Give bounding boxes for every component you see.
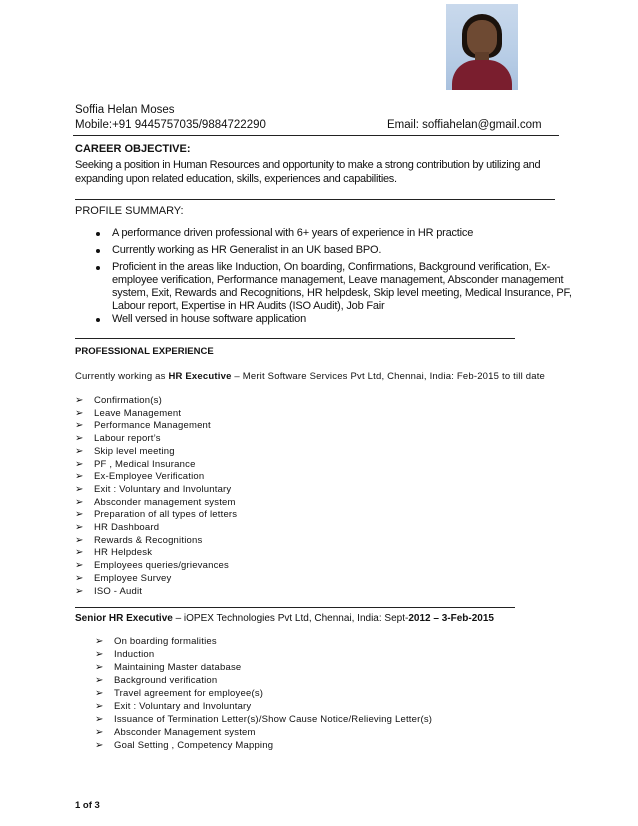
previous-job-dash: – bbox=[430, 613, 442, 624]
current-duty-item: Confirmation(s) bbox=[94, 395, 162, 406]
current-duty-item: Employees queries/grievances bbox=[94, 560, 229, 572]
email-address: Email: soffiahelan@gmail.com bbox=[387, 119, 542, 131]
previous-job-role: Senior HR Executive bbox=[75, 613, 173, 624]
current-duty-item: Leave Management bbox=[94, 407, 182, 419]
current-duty-item: Preparation of all types of letters bbox=[94, 509, 238, 521]
current-duty-item: Ex-Employee Verification bbox=[94, 471, 205, 483]
arrow-bullet-icon: ➢ bbox=[75, 420, 84, 432]
arrow-bullet-icon: ➢ bbox=[75, 496, 84, 508]
arrow-bullet-icon: ➢ bbox=[75, 572, 84, 584]
arrow-bullet-icon: ➢ bbox=[95, 649, 104, 660]
page-number: 1 of 3 bbox=[75, 800, 100, 811]
arrow-bullet-icon: ➢ bbox=[75, 407, 84, 419]
summary-bullet-line: Currently working as HR Generalist in an UK based BPO. bbox=[112, 244, 382, 256]
previous-job-line bbox=[75, 612, 494, 625]
summary-divider bbox=[75, 338, 515, 339]
current-duty-item: Exit : Voluntary and Involuntary bbox=[94, 483, 232, 495]
arrow-bullet-icon: ➢ bbox=[75, 522, 84, 533]
summary-bullet-line: Proficient in the areas like Induction, On boarding, Confirmations, Background verification, Ex- bbox=[112, 261, 551, 273]
previous-duty-item: Background verification bbox=[114, 675, 218, 686]
arrow-bullet-icon: ➢ bbox=[75, 445, 84, 457]
bullet-dot-icon bbox=[96, 232, 100, 236]
summary-bullet-line: A performance driven professional with 6+ years of experience in HR practice bbox=[112, 227, 474, 239]
current-duty-item: PF , Medical Insurance bbox=[94, 458, 196, 470]
previous-duty-item: On boarding formalities bbox=[114, 636, 217, 647]
arrow-bullet-icon: ➢ bbox=[75, 585, 84, 597]
arrow-bullet-icon: ➢ bbox=[95, 701, 104, 712]
bullet-dot-icon bbox=[96, 318, 100, 322]
current-duty-item: Employee Survey bbox=[94, 572, 172, 584]
current-duty-item: Performance Management bbox=[94, 420, 211, 432]
current-duty-item: ISO - Audit bbox=[94, 585, 143, 597]
current-duty-item: Absconder management system bbox=[94, 496, 236, 508]
arrow-bullet-icon: ➢ bbox=[75, 471, 84, 483]
arrow-bullet-icon: ➢ bbox=[95, 714, 104, 725]
summary-bullet-line: system, Exit, Rewards and Recognitions, HR helpdesk, Skip level meeting, Medical Insurance, PF, bbox=[112, 287, 572, 299]
summary-heading: PROFILE SUMMARY: bbox=[75, 205, 184, 217]
arrow-bullet-icon: ➢ bbox=[95, 740, 104, 751]
arrow-bullet-icon: ➢ bbox=[75, 560, 84, 572]
arrow-bullet-icon: ➢ bbox=[75, 458, 84, 470]
previous-duty-item: Induction bbox=[114, 649, 155, 660]
current-job-role: HR Executive bbox=[168, 371, 232, 382]
profile-photo bbox=[446, 4, 518, 90]
previous-duty-item: Goal Setting , Competency Mapping bbox=[114, 740, 274, 751]
header-divider bbox=[73, 135, 559, 136]
previous-duty-item: Issuance of Termination Letter(s)/Show Cause Notice/Relieving Letter(s) bbox=[114, 714, 433, 725]
previous-duty-item: Maintaining Master database bbox=[114, 662, 242, 673]
previous-duty-item: Absconder Management system bbox=[114, 727, 256, 738]
arrow-bullet-icon: ➢ bbox=[95, 727, 104, 738]
arrow-bullet-icon: ➢ bbox=[75, 534, 84, 546]
summary-bullet-line: Well versed in house software application bbox=[112, 313, 306, 325]
current-duty-item: Labour report’s bbox=[94, 433, 161, 445]
current-duty-item: HR Dashboard bbox=[94, 522, 160, 533]
arrow-bullet-icon: ➢ bbox=[75, 509, 84, 521]
previous-duty-item: Travel agreement for employee(s) bbox=[114, 688, 264, 699]
arrow-bullet-icon: ➢ bbox=[95, 662, 104, 673]
objective-divider bbox=[75, 199, 555, 200]
summary-bullet-line: Labour report, Expertise in HR Audits (ISO Audit), Job Fair bbox=[112, 300, 385, 312]
arrow-bullet-icon: ➢ bbox=[95, 675, 104, 686]
candidate-name: Soffia Helan Moses bbox=[75, 104, 175, 116]
arrow-bullet-icon: ➢ bbox=[95, 688, 104, 699]
previous-job-end: 3-Feb-2015 bbox=[441, 613, 494, 624]
arrow-bullet-icon: ➢ bbox=[75, 483, 84, 495]
mobile-number: Mobile:+91 9445757035/9884722290 bbox=[75, 119, 266, 131]
previous-job-company: – iOPEX Technologies Pvt Ltd, Chennai, India: Sept- bbox=[172, 613, 409, 624]
arrow-bullet-icon: ➢ bbox=[75, 395, 84, 406]
experience-divider bbox=[75, 607, 515, 608]
objective-line-2: expanding upon related education, skills, experiences and capabilities. bbox=[75, 173, 397, 185]
previous-job-start-year: 2012 bbox=[408, 613, 431, 624]
current-job-line bbox=[75, 371, 545, 383]
summary-bullet-line: employee verification, Performance management, Leave management, Absconder management bbox=[112, 274, 564, 286]
objective-line-1: Seeking a position in Human Resources and opportunity to make a strong contribution by utilizing and bbox=[75, 159, 541, 171]
previous-duty-item: Exit : Voluntary and Involuntary bbox=[114, 701, 252, 712]
arrow-bullet-icon: ➢ bbox=[75, 433, 84, 445]
experience-heading: PROFESSIONAL EXPERIENCE bbox=[75, 346, 214, 357]
current-duty-item: HR Helpdesk bbox=[94, 547, 153, 559]
arrow-bullet-icon: ➢ bbox=[75, 547, 84, 559]
current-job-prefix: Currently working as bbox=[75, 371, 169, 382]
current-duty-item: Rewards & Recognitions bbox=[94, 534, 203, 546]
bullet-dot-icon bbox=[96, 249, 100, 253]
objective-heading: CAREER OBJECTIVE: bbox=[75, 143, 191, 155]
current-duty-item: Skip level meeting bbox=[94, 445, 175, 457]
bullet-dot-icon bbox=[96, 266, 100, 270]
current-job-company: – Merit Software Services Pvt Ltd, Chennai, India: Feb-2015 to till date bbox=[231, 371, 546, 382]
arrow-bullet-icon: ➢ bbox=[95, 636, 104, 647]
